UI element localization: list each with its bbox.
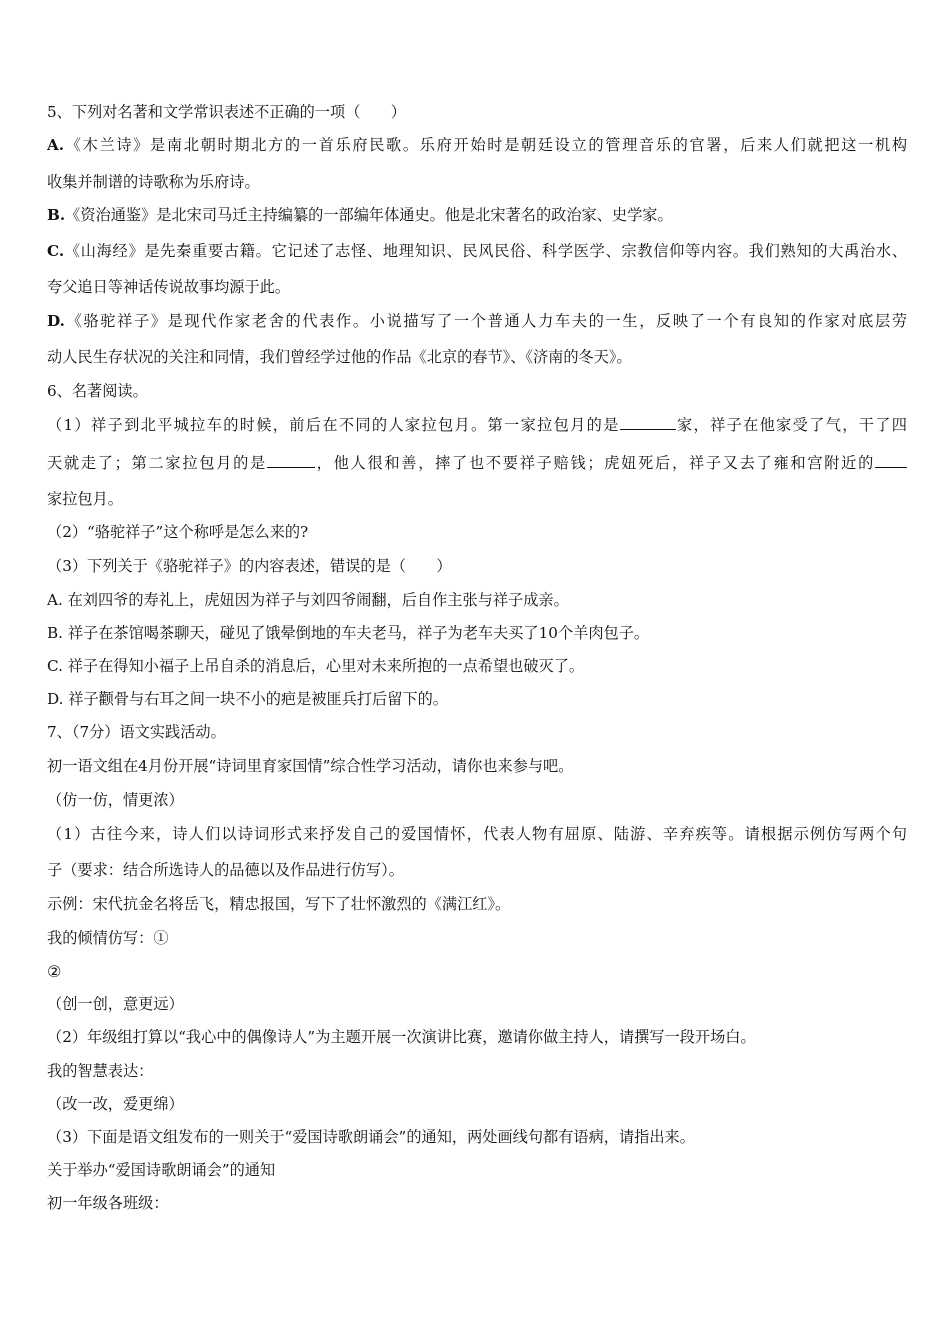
q7-notice-title: 关于举办“爱国诗歌朗诵会”的通知	[47, 1161, 276, 1179]
q6-part3: （3）下列关于《骆驼祥子》的内容表述，错误的是（ ）	[47, 557, 452, 575]
q6-part2: （2）“骆驼祥子”这个称呼是怎么来的?	[47, 523, 309, 541]
q7-wisdom-label: 我的智慧表达：	[47, 1062, 154, 1080]
answer-blank[interactable]	[267, 453, 315, 468]
answer-blank[interactable]	[620, 415, 676, 430]
q5-option-a-label: A.	[47, 136, 65, 154]
q7-section3-title: （改一改，爱更绵）	[47, 1095, 184, 1113]
q5-option-b: B.《资治通鉴》是北宋司马迁主持编纂的一部编年体通史。他是北宋著名的政治家、史学家。	[47, 206, 673, 224]
q7-part1-line1: （1）古往今来，诗人们以诗词形式来抒发自己的爱国情怀，代表人物有屈原、陆游、辛弃疾等。请根据示例仿写两个句	[47, 825, 907, 843]
q7-example: 示例：宋代抗金名将岳飞，精忠报国，写下了壮怀激烈的《满江红》。	[47, 895, 511, 913]
q7-section2-title: （创一创，意更远）	[47, 995, 184, 1013]
q7-notice-recipient: 初一年级各班级：	[47, 1194, 169, 1212]
q5-option-b-label: B.	[47, 206, 66, 224]
q5-option-a-line1: A.《木兰诗》是南北朝时期北方的一首乐府民歌。乐府开始时是朝廷设立的管理音乐的官署，后来人们就把这一机构	[47, 136, 907, 154]
q7-intro: 初一语文组在4月份开展“诗词里育家国情”综合性学习活动，请你也来参与吧。	[47, 757, 574, 775]
q6-option-d: D. 祥子颧骨与右耳之间一块不小的疤是被匪兵打后留下的。	[47, 690, 448, 708]
q5-option-d-line2: 动人民生存状况的关注和同情，我们曾经学过他的作品《北京的春节》、《济南的冬天》。	[47, 348, 632, 366]
q6-option-c: C. 祥子在得知小福子上吊自杀的消息后，心里对未来所抱的一点希望也破灭了。	[47, 657, 585, 675]
q5-stem: 5、下列对名著和文学常识表述不正确的一项（ ）	[47, 103, 406, 121]
q7-section1-title: （仿一仿，情更浓）	[47, 791, 184, 809]
q6-option-a: A. 在刘四爷的寿礼上，虎妞因为祥子与刘四爷闹翻，后自作主张与祥子成亲。	[47, 591, 569, 609]
q6-stem: 6、名著阅读。	[47, 382, 148, 400]
q5-option-c-line2: 夸父追日等神话传说故事均源于此。	[47, 278, 290, 296]
q6-part1-line1: （1）祥子到北平城拉车的时候，前后在不同的人家拉包月。第一家拉包月的是 家，祥子在他家受了气，干了四	[47, 416, 907, 434]
q5-option-d-line1: D.《骆驼祥子》是现代作家老舍的代表作。小说描写了一个普通人力车夫的一生，反映了一个有良知的作家对底层劳	[47, 312, 907, 330]
q5-option-d-label: D.	[47, 312, 65, 330]
q7-part3: （3）下面是语文组发布的一则关于“爱国诗歌朗诵会”的通知，两处画线句都有语病，请指出来。	[47, 1128, 695, 1146]
q7-part2: （2）年级组打算以“我心中的偶像诗人”为主题开展一次演讲比赛，邀请你做主持人，请撰写一段开场白。	[47, 1028, 756, 1046]
q5-option-c-line1: C.《山海经》是先秦重要古籍。它记述了志怪、地理知识、民风民俗、科学医学、宗教信仰等内容。我们熟知的大禹治水、	[47, 242, 907, 260]
q6-option-b: B. 祥子在茶馆喝茶聊天，碰见了饿晕倒地的车夫老马，祥子为老车夫买了10个羊肉包子。	[47, 624, 650, 642]
q7-imitation-second: ②	[47, 962, 62, 981]
q5-option-c-label: C.	[47, 242, 65, 260]
q6-part1-line3: 家拉包月。	[47, 490, 123, 508]
q7-imitation-first: 我的倾情仿写：①	[47, 929, 169, 947]
q7-stem: 7、（7分）语文实践活动。	[47, 723, 226, 741]
answer-blank[interactable]	[875, 453, 907, 468]
q6-part1-line2: 天就走了；第二家拉包月的是 ，他人很和善，摔了也不要祥子赔钱；虎妞死后，祥子又去了雍和宫附近的	[47, 452, 907, 474]
q7-part1-line2: 子（要求：结合所选诗人的品德以及作品进行仿写）。	[47, 861, 404, 879]
q5-option-a-line2: 收集并制谱的诗歌称为乐府诗。	[47, 173, 260, 191]
